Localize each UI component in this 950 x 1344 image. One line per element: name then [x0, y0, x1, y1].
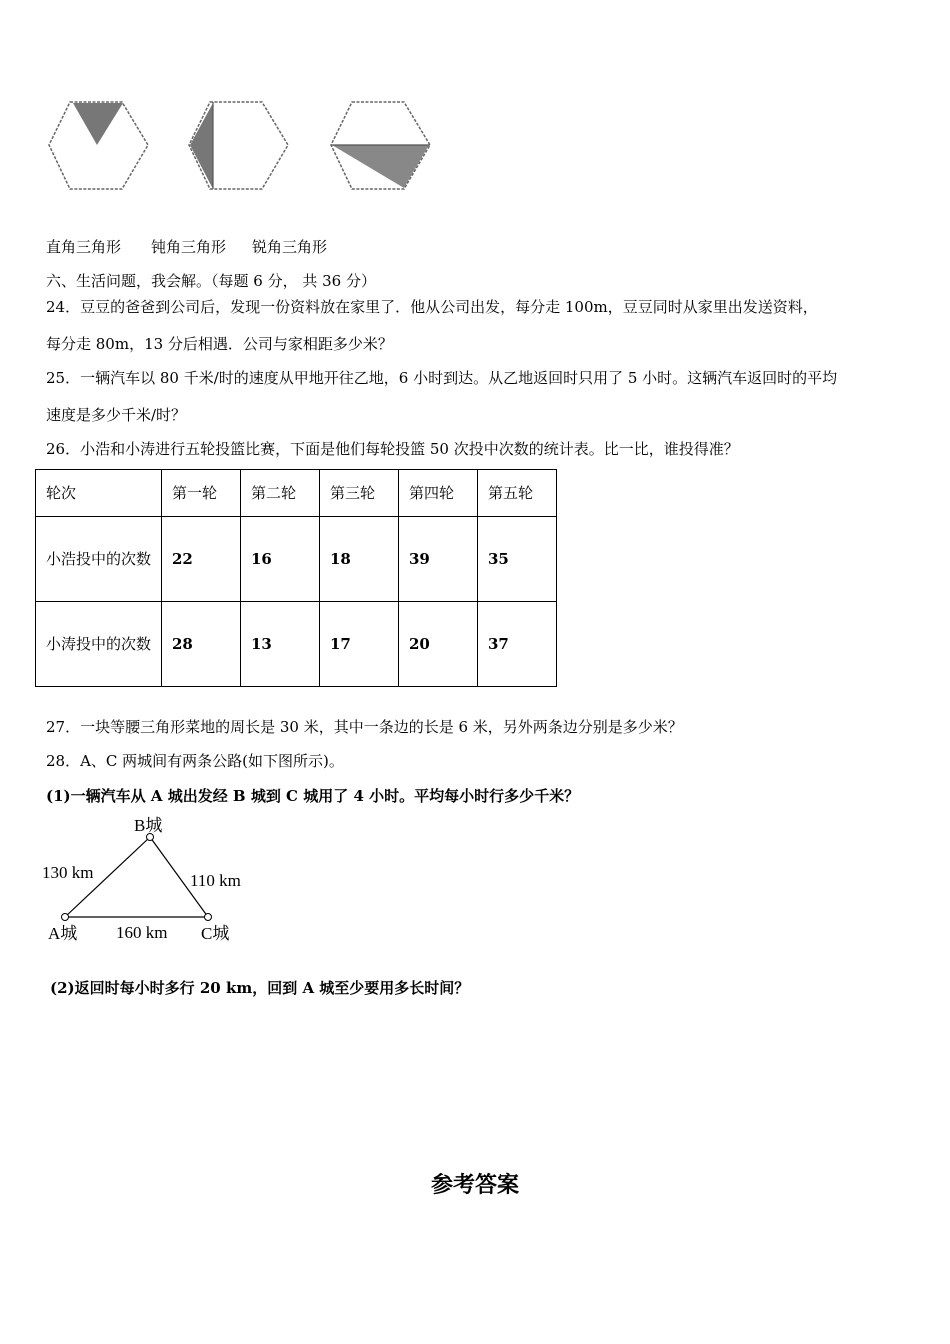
shape-label-right: 直角三角形 [46, 238, 122, 256]
route-diagram [36, 812, 266, 947]
distance-ab: 130 km [42, 863, 94, 882]
table-cell: 39 [399, 517, 478, 602]
table-cell: 17 [320, 602, 399, 687]
city-c-point [205, 914, 212, 921]
table-header-cell: 轮次 [36, 470, 162, 517]
table-header-cell: 第四轮 [399, 470, 478, 517]
answer-title: 参考答案 [430, 1172, 519, 1198]
table-header-row [36, 470, 557, 517]
shape-label-acute: 锐角三角形 [252, 238, 328, 256]
hexagon-right-triangle [49, 102, 148, 189]
hexagon-obtuse-triangle [189, 102, 288, 189]
city-a-point [62, 914, 69, 921]
q26-text: 26．小浩和小涛进行五轮投篮比赛，下面是他们每轮投篮 50 次投中次数的统计表。比一比，谁投得准？ [46, 440, 739, 458]
stats-table [35, 469, 557, 687]
city-b-label: B城 [134, 816, 163, 835]
table-cell: 16 [241, 517, 320, 602]
table-header-cell: 第二轮 [241, 470, 320, 517]
hexagon-acute-triangle [331, 102, 430, 189]
q27-text: 27．一块等腰三角形菜地的周长是 30 米，其中一条边的长是 6 米，另外两条边分别是多少米？ [46, 718, 683, 736]
table-cell: 20 [399, 602, 478, 687]
table-cell: 13 [241, 602, 320, 687]
row-label: 小浩投中的次数 [36, 517, 162, 602]
table-header-cell: 第一轮 [162, 470, 241, 517]
q24-line1: 24．豆豆的爸爸到公司后，发现一份资料放在家里了．他从公司出发，每分走 100m，豆豆同时从家里出发送资料， [46, 298, 818, 316]
city-a-label: A城 [48, 924, 78, 943]
q28-text: 28．A、C 两城间有两条公路(如下图所示)。 [46, 752, 344, 770]
table-row [36, 517, 557, 602]
distance-ac: 160 km [116, 923, 168, 942]
table-cell: 37 [478, 602, 557, 687]
table-cell: 35 [478, 517, 557, 602]
q28-part1: (1)一辆汽车从 A 城出发经 B 城到 C 城用了 4 小时。平均每小时行多少千米？ [46, 787, 580, 805]
shape-label-obtuse: 钝角三角形 [151, 238, 227, 256]
q25-line1: 25．一辆汽车以 80 千米/时的速度从甲地开往乙地，6 小时到达。从乙地返回时只用了 5 小时。这辆汽车返回时的平均 [46, 369, 838, 387]
table-header-cell: 第五轮 [478, 470, 557, 517]
table-cell: 22 [162, 517, 241, 602]
q24-line2: 每分走 80m，13 分后相遇．公司与家相距多少米？ [46, 335, 393, 353]
shape-labels [46, 236, 327, 257]
table-row [36, 602, 557, 687]
section-title: 六、生活问题，我会解。（每题 6 分， 共 36 分） [46, 272, 376, 290]
table-header-cell: 第三轮 [320, 470, 399, 517]
table-cell: 18 [320, 517, 399, 602]
distance-bc: 110 km [190, 871, 241, 890]
city-c-label: C城 [201, 924, 230, 943]
q25-line2: 速度是多少千米/时？ [46, 406, 187, 424]
table-cell: 28 [162, 602, 241, 687]
q28-part2: (2)返回时每小时多行 20 km，回到 A 城至少要用多长时间？ [50, 979, 470, 997]
hexagon-figures [40, 95, 440, 200]
row-label: 小涛投中的次数 [36, 602, 162, 687]
